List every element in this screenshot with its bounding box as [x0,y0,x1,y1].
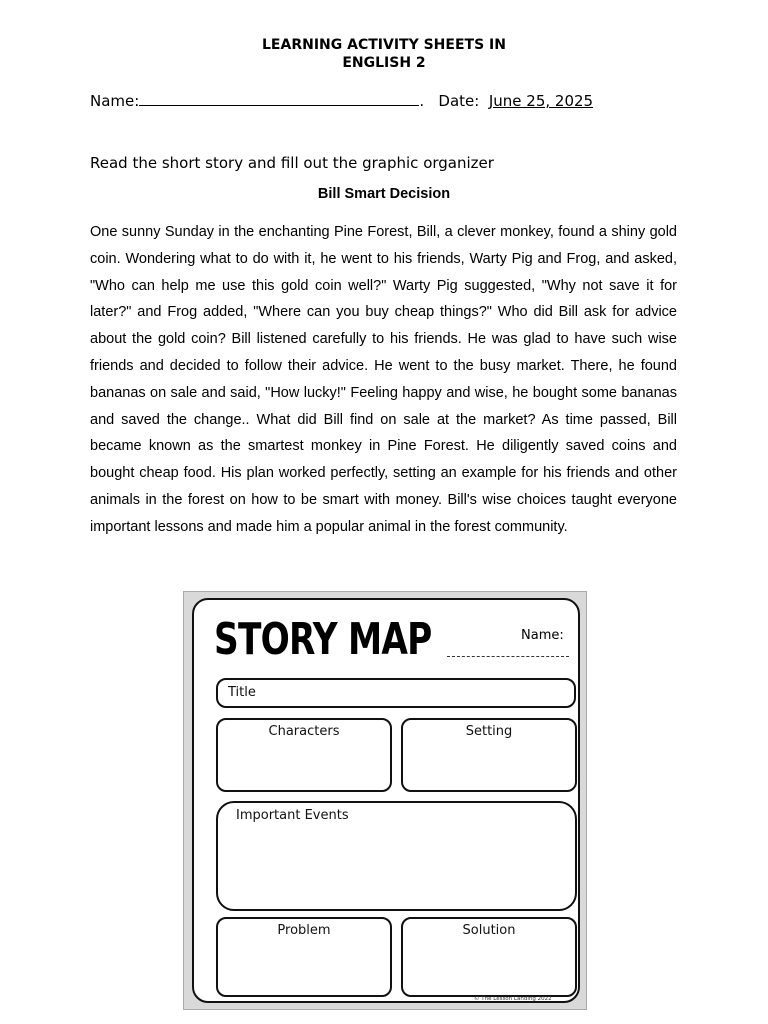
story-map-graphic-organizer [183,591,587,1010]
solution-box[interactable] [401,917,577,997]
date-value: June 25, 2025 [488,92,594,110]
problem-box[interactable] [216,917,392,997]
characters-box-label: Characters [268,724,340,739]
name-label: Name: [90,92,140,110]
story-map-heading: STORY MAP [214,614,432,665]
document-title-line2: ENGLISH 2 [342,55,426,71]
setting-box[interactable] [401,718,577,792]
document-title-line1: LEARNING ACTIVITY SHEETS IN [262,37,506,53]
name-date-line [90,91,593,110]
name-blank[interactable] [139,91,419,106]
story-map-name-line[interactable] [447,656,569,657]
separator: . [419,92,425,110]
title-box-label: Title [228,685,256,700]
important-events-box[interactable] [216,801,577,911]
problem-box-label: Problem [277,923,331,938]
solution-box-label: Solution [462,923,516,938]
instructions: Read the short story and fill out the graphic organizer [90,154,494,172]
story-map-frame [192,598,580,1003]
important-events-box-label: Important Events [236,808,349,823]
setting-box-label: Setting [465,724,513,739]
date-label: Date: [438,92,480,110]
story-body: One sunny Sunday in the enchanting Pine Forest, Bill, a clever monkey, found a shiny gold coin. Wondering what to do with it, he went to his friends, Warty Pig and Frog, and asked, "Who can help me use this gold coin well?" Warty Pig suggested, "Why not save it for later?" and Frog added, "Where can you buy cheap things?" Who did Bill ask for advice about the gold coin? Bill listened carefully to his friends. He was glad to have such wise friends and decided to follow their advice. He went to the busy market. There, he found bananas on sale and said, "How lucky!" Feeling happy and wise, he bought some bananas and saved the change.. What did Bill find on sale at the market? As time passed, Bill became known as the smartest monkey in Pine Forest. He diligently saved coins and bought cheap food. His plan worked perfectly, setting an example for his friends and other animals in the forest on how to be smart with money. Bill's wise choices taught everyone important lessons and made him a popular animal in the forest community. [90,224,677,535]
story-map-name-label: Name: [521,628,564,643]
characters-box[interactable] [216,718,392,792]
title-box[interactable] [216,678,576,708]
document-title [90,36,678,71]
story-map-copyright: © The Lesson Landing 2022 [474,996,552,1002]
story-title: Bill Smart Decision [317,186,451,202]
